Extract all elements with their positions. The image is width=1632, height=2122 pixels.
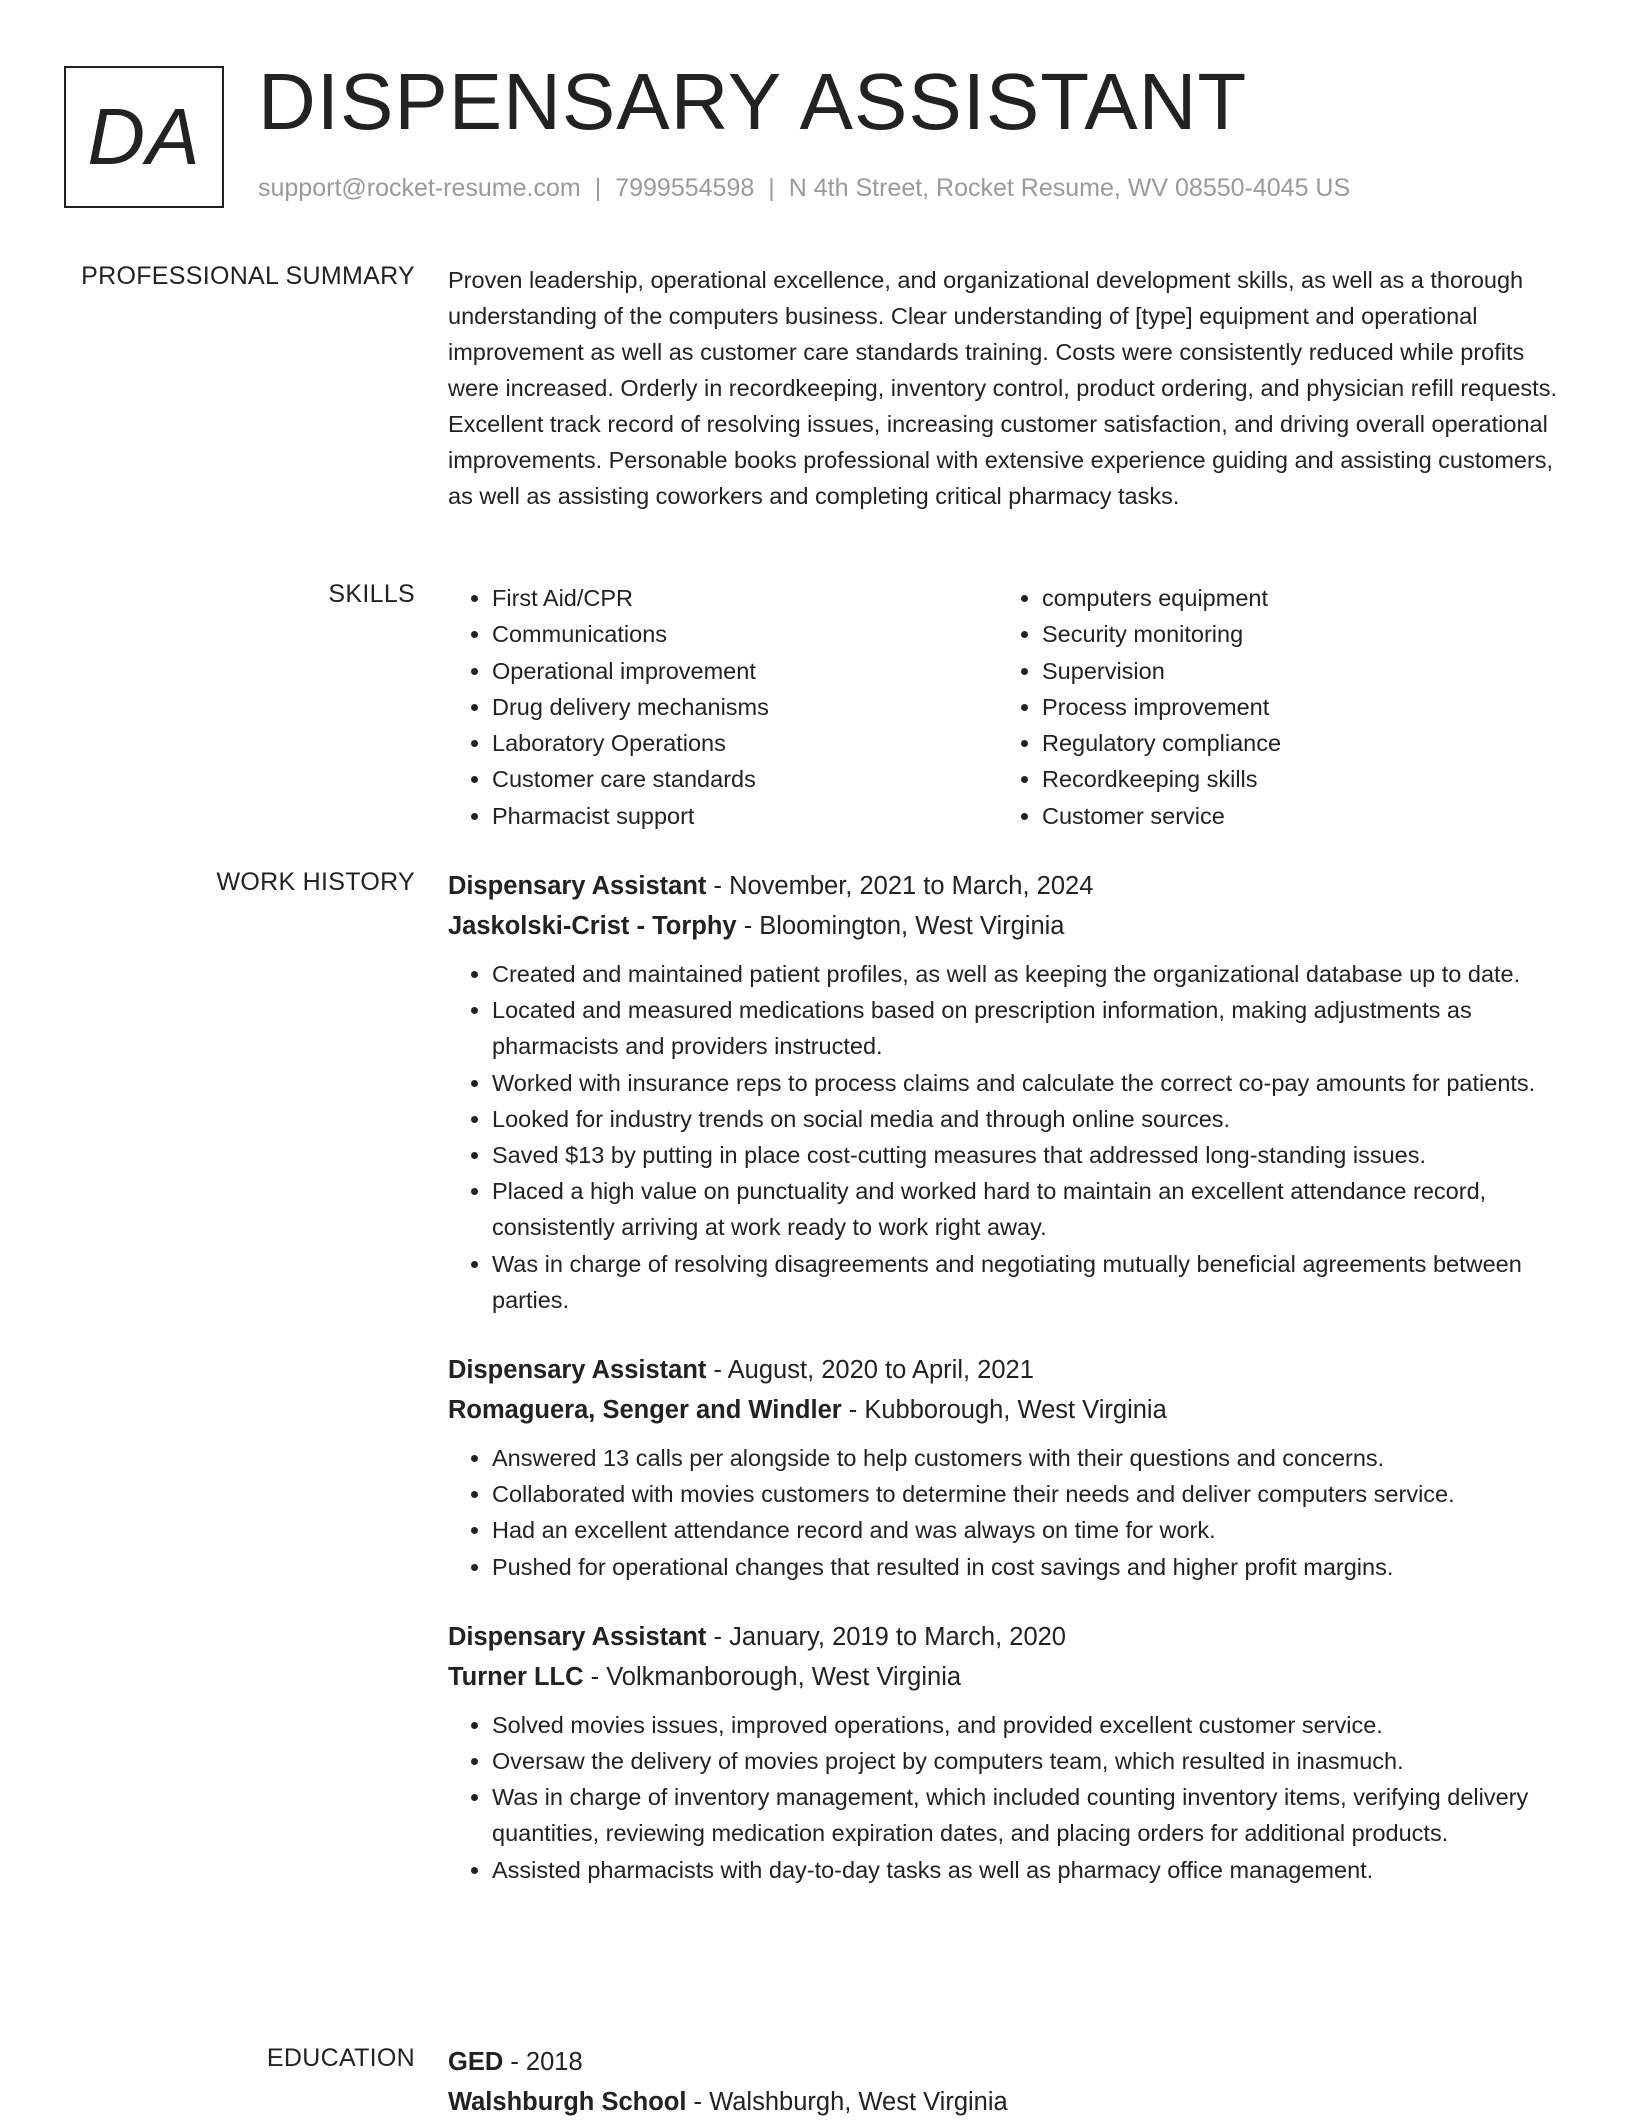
- skill-item: • First Aid/CPR: [492, 580, 998, 616]
- job-bullet: • Located and measured medications based on prescription information, making adjustments as pharmacists and providers instructed.: [492, 992, 1558, 1064]
- contact-separator: |: [768, 174, 775, 202]
- job-dates: - November, 2021 to March, 2024: [706, 872, 1094, 900]
- skill-item: • Process improvement: [1042, 689, 1548, 725]
- skill-item: • Drug delivery mechanisms: [492, 689, 998, 725]
- job-bullet: • Looked for industry trends on social media and through online sources.: [492, 1101, 1558, 1137]
- job-bullet: • Was in charge of resolving disagreements and negotiating mutually beneficial agreements between parties.: [492, 1246, 1558, 1318]
- job-dates: - August, 2020 to April, 2021: [706, 1356, 1034, 1385]
- job-dates: - January, 2019 to March, 2020: [706, 1622, 1066, 1651]
- skill-item: • Supervision: [1042, 653, 1548, 689]
- summary-text: Proven leadership, operational excellence, and organizational development skills, as well as a thorough understanding of the computers business. Clear understanding of [type] equipment and operational improvement as well as customer care standards training. Costs were consistently reduced while profits were increased. Orderly in recordkeeping, inventory control, product ordering, and physician refill requests. Excellent track record of resolving issues, increasing customer satisfaction, and driving overall operational improvements. Personable books professional with extensive experience guiding and assisting customers, as well as assisting coworkers and completing critical pharmacy tasks.: [448, 267, 1557, 509]
- job-bullet: • Created and maintained patient profiles, as well as keeping the organizational database up to date.: [492, 956, 1558, 992]
- job-company-line: [448, 1390, 1558, 1430]
- education-degree-line: [448, 2042, 1558, 2082]
- job-bullet: • Answered 13 calls per alongside to help customers with their questions and concerns.: [492, 1440, 1558, 1476]
- education-school: Walshburgh School: [448, 2088, 687, 2116]
- job-bullet: • Was in charge of inventory management, which included counting inventory items, verifying delivery quantities, reviewing medication expiration dates, and placing orders for additional products.: [492, 1779, 1558, 1851]
- skill-item: • computers equipment: [1042, 580, 1548, 616]
- job-entry: [448, 1617, 1558, 1888]
- job-bullet: • Placed a high value on punctuality and worked hard to maintain an excellent attendance record, consistently arriving at work ready to work right away.: [492, 1173, 1558, 1245]
- skill-item: • Security monitoring: [1042, 616, 1548, 652]
- job-bullet: • Pushed for operational changes that resulted in cost savings and higher profit margins.: [492, 1549, 1558, 1585]
- job-bullet: • Had an excellent attendance record and was always on time for work.: [492, 1512, 1558, 1548]
- job-bullets: [448, 1707, 1558, 1888]
- job-company: Romaguera, Senger and Windler: [448, 1396, 842, 1425]
- job-location: - Kubborough, West Virginia: [841, 1396, 1167, 1425]
- job-bullet: • Saved $13 by putting in place cost-cutting measures that addressed long-standing issues.: [492, 1137, 1558, 1173]
- contact-email: support@rocket-resume.com: [258, 174, 581, 202]
- education-body: [448, 2042, 1558, 2122]
- job-title-line: [448, 866, 1558, 906]
- job-location: - Volkmanborough, West Virginia: [583, 1662, 962, 1691]
- education-year: - 2018: [503, 2048, 583, 2076]
- job-title-line: [448, 1617, 1558, 1657]
- section-label-education: EDUCATION: [266, 2044, 415, 2072]
- contact-line: [258, 174, 1350, 203]
- contact-address: N 4th Street, Rocket Resume, WV 08550-4045 US: [788, 174, 1351, 202]
- skill-item: • Customer care standards: [492, 761, 998, 797]
- job-location: - Bloomington, West Virginia: [736, 912, 1065, 940]
- resume-title: DISPENSARY ASSISTANT: [258, 57, 1248, 146]
- job-title-line: [448, 1350, 1558, 1390]
- skill-item: • Recordkeeping skills: [1042, 761, 1548, 797]
- job-bullets: [448, 956, 1558, 1318]
- section-label-skills: SKILLS: [328, 580, 415, 608]
- monogram-box: [64, 66, 224, 208]
- work-body: [448, 866, 1558, 1920]
- summary-body: [448, 262, 1558, 514]
- job-bullet: • Worked with insurance reps to process claims and calculate the correct co-pay amounts for patients.: [492, 1065, 1558, 1101]
- job-title: Dispensary Assistant: [448, 1622, 707, 1651]
- education-degree: GED: [448, 2048, 504, 2076]
- job-company-line: [448, 906, 1558, 946]
- skills-body: [448, 580, 1558, 834]
- skill-item: • Customer service: [1042, 798, 1548, 834]
- job-company: Jaskolski-Crist - Torphy: [448, 912, 737, 940]
- job-bullet: • Oversaw the delivery of movies project by computers team, which resulted in inasmuch.: [492, 1743, 1558, 1779]
- job-title: Dispensary Assistant: [448, 1356, 707, 1385]
- skills-list-right: [998, 580, 1548, 834]
- skill-item: • Communications: [492, 616, 998, 652]
- job-bullets: [448, 1440, 1558, 1585]
- job-entry: [448, 1350, 1558, 1585]
- job-bullet: • Solved movies issues, improved operations, and provided excellent customer service.: [492, 1707, 1558, 1743]
- section-label-work: WORK HISTORY: [216, 868, 415, 896]
- skill-item: • Pharmacist support: [492, 798, 998, 834]
- job-bullet: • Assisted pharmacists with day-to-day tasks as well as pharmacy office management.: [492, 1852, 1558, 1888]
- job-bullet: • Collaborated with movies customers to determine their needs and deliver computers service.: [492, 1476, 1558, 1512]
- job-company-line: [448, 1657, 1558, 1697]
- skills-list-left: [448, 580, 998, 834]
- monogram-initials: DA: [87, 92, 201, 181]
- education-location: - Walshburgh, West Virginia: [686, 2088, 1008, 2116]
- job-entry: [448, 866, 1558, 1318]
- job-company: Turner LLC: [448, 1662, 584, 1691]
- skill-item: • Operational improvement: [492, 653, 998, 689]
- skill-item: • Regulatory compliance: [1042, 725, 1548, 761]
- job-title: Dispensary Assistant: [448, 872, 707, 900]
- section-label-summary: PROFESSIONAL SUMMARY: [81, 262, 415, 290]
- contact-separator: |: [594, 174, 602, 202]
- skill-item: • Laboratory Operations: [492, 725, 998, 761]
- education-school-line: [448, 2082, 1558, 2122]
- contact-phone: 7999554598: [615, 174, 755, 202]
